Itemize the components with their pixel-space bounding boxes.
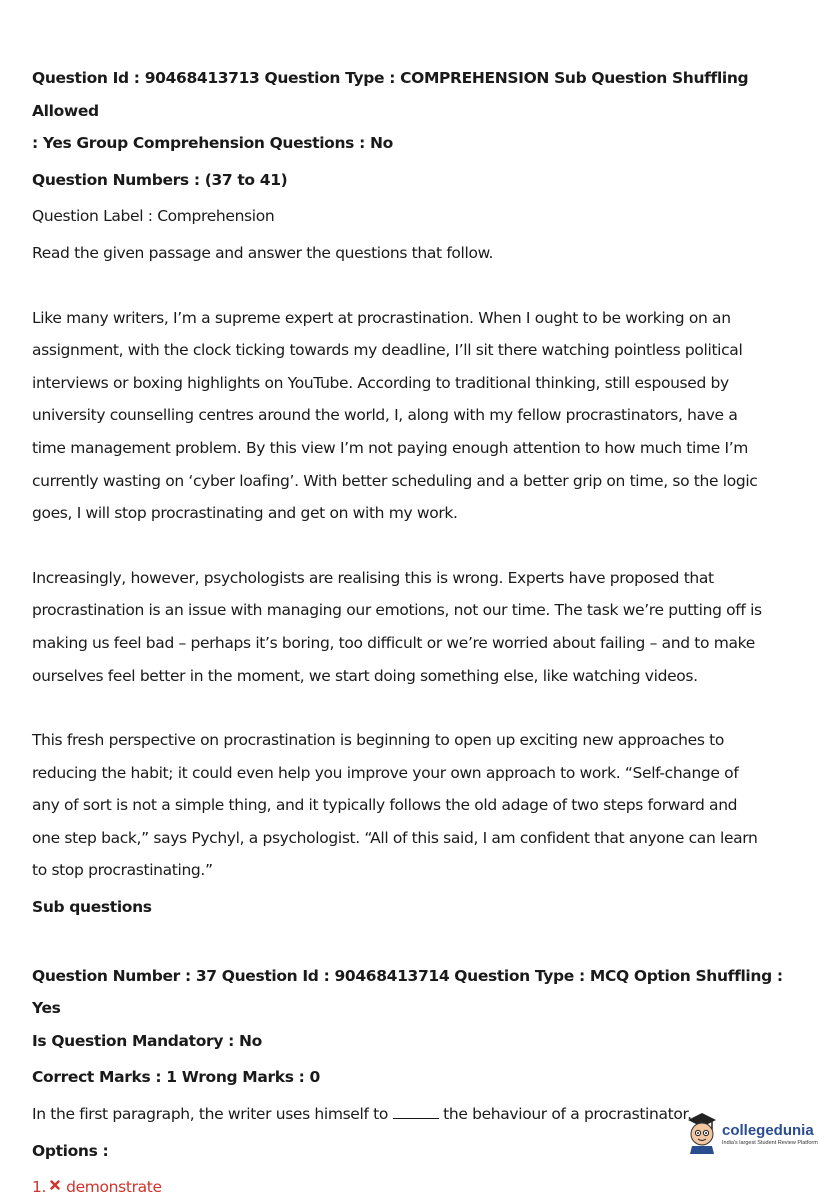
document-body bbox=[32, 62, 807, 1204]
logo-wordmark: collegedunia bbox=[722, 1122, 814, 1139]
passage-line: reducing the habit; it could even help you improve your own approach to work. “Self-change of bbox=[32, 763, 739, 782]
passage-line: Like many writers, I’m a supreme expert at procrastination. When I ought to be working on an bbox=[32, 308, 731, 327]
passage-line: currently wasting on ‘cyber loafing’. With better scheduling and a better grip on time, so the logic bbox=[32, 471, 758, 490]
question-header-line1: Question Number : 37 Question Id : 90468413714 Question Type : MCQ Option Shuffling : Yes bbox=[32, 966, 783, 1018]
passage-line: Increasingly, however, psychologists are realising this is wrong. Experts have proposed that bbox=[32, 568, 714, 587]
sub-questions-heading: Sub questions bbox=[32, 898, 152, 917]
question-header-line2: Is Question Mandatory : No bbox=[32, 1031, 262, 1050]
passage-line: ourselves feel better in the moment, we start doing something else, like watching videos. bbox=[32, 666, 698, 685]
comprehension-header-line1: Question Id : 90468413713 Question Type : COMPREHENSION Sub Question Shuffling Allowed bbox=[32, 69, 749, 120]
question-stem-before: In the first paragraph, the writer uses himself to bbox=[32, 1105, 388, 1124]
passage-line: making us feel bad – perhaps it’s boring, too difficult or we’re worried about failing – and to make bbox=[32, 633, 755, 652]
option-1-number: 1. bbox=[32, 1178, 47, 1197]
question-marks: Correct Marks : 1 Wrong Marks : 0 bbox=[32, 1068, 320, 1087]
options-label: Options : bbox=[32, 1141, 109, 1160]
passage-line: procrastination is an issue with managing our emotions, not our time. The task we’re putting off is bbox=[32, 601, 762, 620]
instruction: Read the given passage and answer the questions that follow. bbox=[32, 243, 494, 262]
passage-line: time management problem. By this view I’m not paying enough attention to how much time I’m bbox=[32, 438, 749, 457]
answer-blank bbox=[393, 1104, 439, 1119]
passage-line: assignment, with the clock ticking towards my deadline, I’ll sit there watching pointless political bbox=[32, 341, 743, 360]
passage-paragraph-3 bbox=[32, 724, 807, 887]
passage-line: to stop procrastinating.” bbox=[32, 861, 213, 880]
collegedunia-logo bbox=[684, 1108, 820, 1158]
passage-line: any of sort is not a simple thing, and it typically follows the old adage of two steps forward and bbox=[32, 796, 738, 815]
passage-line: goes, I will stop procrastinating and get on with my work. bbox=[32, 504, 458, 523]
wrong-cross-icon bbox=[50, 1180, 60, 1190]
passage-paragraph-1 bbox=[32, 302, 807, 530]
option-1-text: demonstrate bbox=[66, 1178, 162, 1197]
passage-paragraph-2 bbox=[32, 562, 807, 692]
option-1[interactable] bbox=[32, 1171, 807, 1204]
logo-tagline: India's largest Student Review Platform bbox=[722, 1140, 818, 1146]
question-numbers: Question Numbers : (37 to 41) bbox=[32, 170, 288, 189]
mascot-icon bbox=[684, 1110, 720, 1154]
passage-line: one step back,” says Pychyl, a psychologist. “All of this said, I am confident that anyone can learn bbox=[32, 828, 758, 847]
passage-line: This fresh perspective on procrastination is beginning to open up exciting new approaches to bbox=[32, 731, 724, 750]
passage-line: university counselling centres around the world, I, along with my fellow procrastinators, have a bbox=[32, 406, 738, 425]
question-label: Question Label : Comprehension bbox=[32, 207, 275, 226]
question-stem-after: the behaviour of a procrastinator. bbox=[443, 1105, 692, 1124]
comprehension-header-line2: : Yes Group Comprehension Questions : No bbox=[32, 134, 393, 153]
passage-line: interviews or boxing highlights on YouTube. According to traditional thinking, still espoused by bbox=[32, 373, 729, 392]
